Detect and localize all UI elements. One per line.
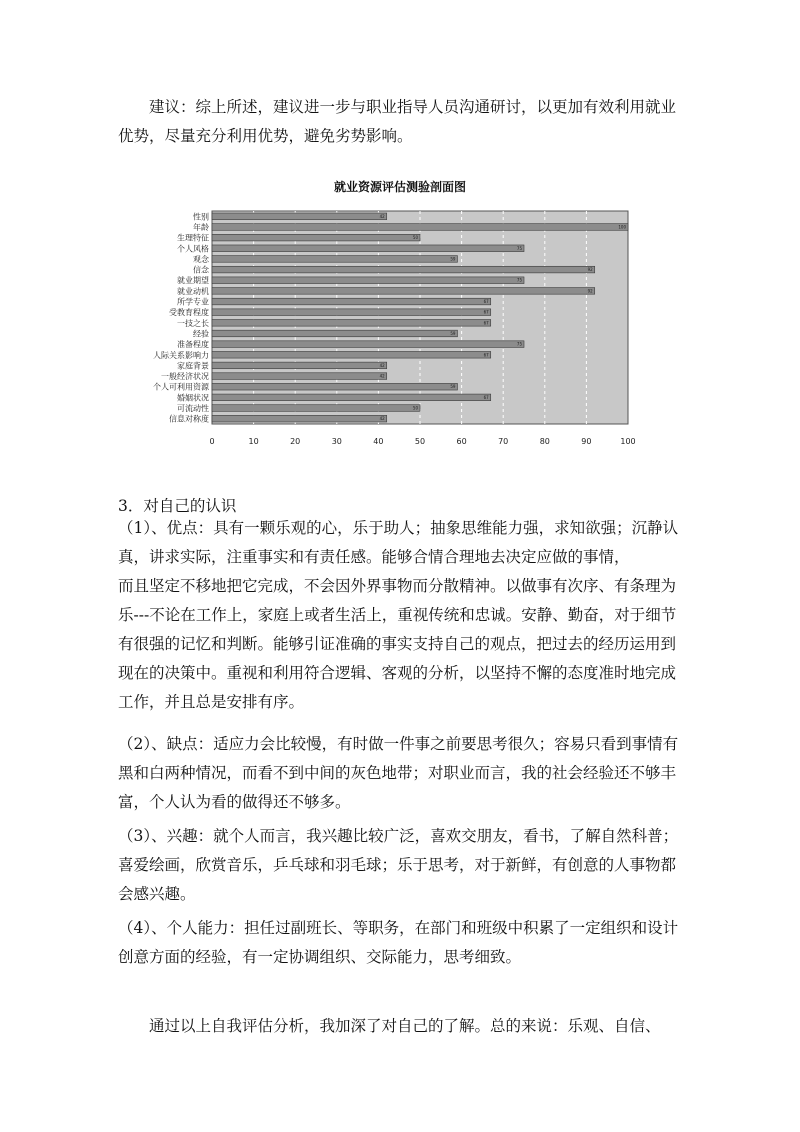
bar-value-label: 100 [618,224,626,230]
bar-value-label: 75 [516,341,522,347]
x-tick-label: 40 [373,437,384,446]
y-tick-label: 准备程度 [177,340,209,350]
x-tick-label: 70 [498,437,509,446]
bar [212,394,491,401]
interests-paragraph: （3）、兴趣：就个人而言，我兴趣比较广泛，喜欢交朋友，看书，了解自然科普；喜爱绘画，欣赏音乐，乒乓球和羽毛球；乐于思考，对于新鲜，有创意的人事物都会感兴趣。 [118,827,679,903]
y-tick-label: 个人风格 [177,244,209,254]
bar-chart [0,0,800,460]
x-tick-label: 60 [456,437,467,446]
bar [212,362,387,369]
bar-value-label: 50 [412,405,418,411]
bar [212,298,491,305]
bar-value-label: 75 [516,277,522,283]
y-tick-label: 可流动性 [177,404,209,414]
bar [212,341,524,348]
y-tick-label: 性别 [193,212,209,222]
bar [212,330,457,337]
intro-paragraph: 建议：综上所述，建议进一步与职业指导人员沟通研讨，以更加有效利用就业优势，尽量充分利用优势，避免劣势影响。 [118,98,677,145]
y-tick-label: 年龄 [193,222,209,232]
bar-value-label: 42 [379,213,385,219]
y-tick-label: 经验 [193,329,209,339]
bar-value-label: 42 [379,362,385,368]
bar [212,320,491,327]
chart-plot-area [153,211,636,446]
section-title: 3．对自己的认识 [118,497,237,515]
x-tick-label: 20 [290,437,301,446]
bar-value-label: 92 [587,288,593,294]
bar [212,277,524,284]
bar-value-label: 42 [379,373,385,379]
bar-value-label: 59 [450,384,456,390]
bar-value-label: 67 [483,352,489,358]
y-tick-label: 人际关系影响力 [153,350,209,360]
y-tick-label: 所学专业 [177,297,209,307]
bar-value-label: 42 [379,416,385,422]
summary-paragraph: 通过以上自我评估分析，我加深了对自己的了解。总的来说：乐观、自信、 [149,1017,661,1035]
x-tick-label: 50 [414,437,426,446]
bar-value-label: 92 [587,267,593,273]
bar-value-label: 59 [450,330,456,336]
chart-title: 就业资源评估测验剖面图 [333,180,466,194]
x-tick-label: 0 [209,437,215,446]
x-tick-label: 80 [539,437,550,446]
x-tick-label: 100 [620,437,636,446]
bar [212,373,387,380]
x-tick-label: 90 [581,437,592,446]
bar-value-label: 67 [483,299,489,305]
y-tick-label: 家庭背景 [177,361,209,371]
bar-value-label: 67 [483,309,489,315]
bar [212,224,628,231]
bar [212,405,420,412]
bar [212,288,595,295]
bar [212,234,420,241]
bar-value-label: 50 [412,235,418,241]
bar-value-label: 59 [450,256,456,262]
bar [212,256,457,263]
y-tick-label: 观念 [193,254,209,264]
abilities-paragraph: （4）、个人能力：担任过副班长、等职务，在部门和班级中积累了一定组织和设计创意方面的经验，有一定协调组织、交际能力，思考细致。 [118,919,679,966]
y-tick-label: 就业期望 [177,276,209,286]
strengths-continued-paragraph: 而且坚定不移地把它完成，不会因外界事物而分散精神。以做事有次序、有条理为乐---不论在工作上，家庭上或者生活上，重视传统和忠诚。安静、勤奋，对于细节有很强的记忆和判断。能够引证准确的事实支持自己的观点，把过去的经历运用到现在的决策中。重视和利用符合逻辑、客观的分析，以坚持不懈的态度准时地完成工作，并且总是安排有序。 [118,577,677,711]
bar [212,245,524,252]
strengths-paragraph: （1）、优点：具有一颗乐观的心，乐于助人；抽象思维能力强，求知欲强；沉静认真，讲求实际，注重事实和有责任感。能够合情合理地去决定应做的事情， [118,519,679,566]
y-tick-label: 受教育程度 [169,308,209,318]
bar [212,351,491,358]
y-tick-label: 一技之长 [177,318,209,328]
bar-value-label: 67 [483,320,489,326]
y-tick-label: 生理特征 [177,233,209,243]
bar [212,309,491,316]
weaknesses-paragraph: （2）、缺点：适应力会比较慢，有时做一件事之前要思考很久；容易只看到事情有黑和白两种情况，而看不到中间的灰色地带；对职业而言，我的社会经验还不够丰富，个人认为看的做得还不够多。 [118,735,679,811]
y-tick-label: 婚姻状况 [177,393,209,403]
y-tick-label: 一般经济状况 [161,372,209,382]
x-tick-label: 10 [248,437,259,446]
y-tick-label: 个人可利用资源 [153,382,209,392]
bar [212,213,387,220]
x-tick-label: 30 [331,437,342,446]
bar [212,383,457,390]
y-tick-label: 信念 [193,265,209,275]
y-tick-label: 就业动机 [177,286,209,296]
y-tick-label: 信息对称度 [169,414,209,424]
bar-value-label: 75 [516,245,522,251]
bar [212,415,387,422]
bar-value-label: 67 [483,394,489,400]
bar [212,266,595,273]
